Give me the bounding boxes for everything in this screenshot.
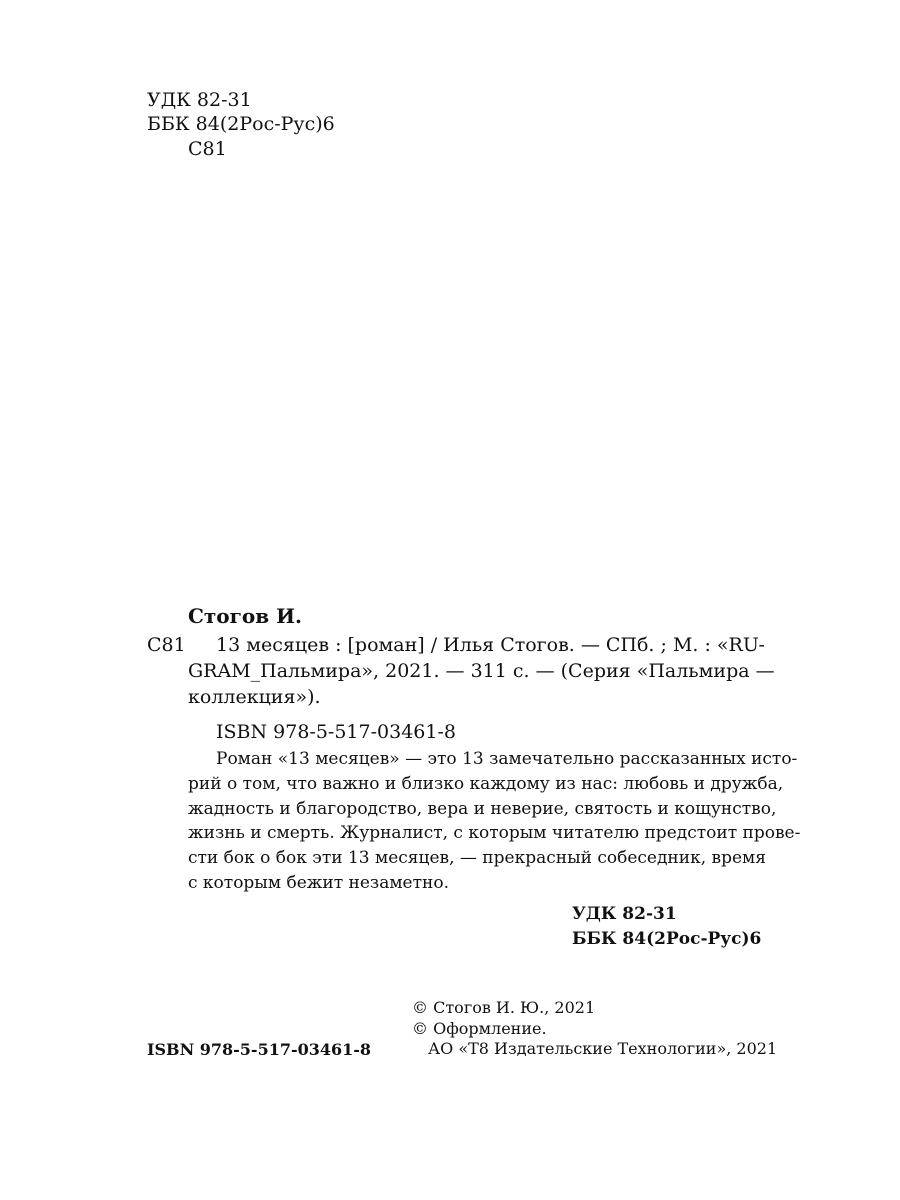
copyright-line-1: © Стогов И. Ю., 2021 (412, 998, 596, 1017)
isbn-main: ISBN 978-5-517-03461-8 (216, 721, 456, 743)
annotation-line-6: с которым бежит незаметно. (188, 873, 449, 893)
annotation-line-3: жадность и благородство, вера и неверие, святость и кощунство, (188, 799, 777, 819)
annotation-line-1: Роман «13 месяцев» — это 13 замечательно рассказанных исто- (216, 749, 798, 769)
catalog-code-top: С81 (188, 138, 227, 160)
bbk-bottom: ББК 84(2Рос-Рус)6 (572, 929, 762, 949)
bbk-top: ББК 84(2Рос-Рус)6 (147, 113, 335, 135)
udk-bottom: УДК 82-31 (572, 904, 677, 924)
copyright-line-2: © Оформление. (412, 1019, 547, 1038)
isbn-bottom: ISBN 978-5-517-03461-8 (147, 1040, 372, 1059)
annotation-line-4: жизнь и смерть. Журналист, с которым читателю предстоит прове- (188, 823, 801, 843)
bibliographic-line-2: GRAM_Пальмира», 2021. — 311 с. — (Серия «Пальмира — (188, 660, 775, 682)
bibliographic-line-1: 13 месяцев : [роман] / Илья Стогов. — СПб. ; М. : «RU- (216, 634, 765, 656)
annotation-line-5: сти бок о бок эти 13 месяцев, — прекрасный собеседник, время (188, 848, 766, 868)
bibliographic-line-3: коллекция»). (188, 686, 321, 708)
udk-top: УДК 82-31 (147, 89, 252, 111)
author-heading: Стогов И. (188, 604, 302, 628)
copyright-line-3: АО «Т8 Издательские Технологии», 2021 (428, 1039, 778, 1058)
catalog-code-main: С81 (147, 634, 186, 656)
annotation-line-2: рий о том, что важно и близко каждому из нас: любовь и дружба, (188, 774, 784, 794)
